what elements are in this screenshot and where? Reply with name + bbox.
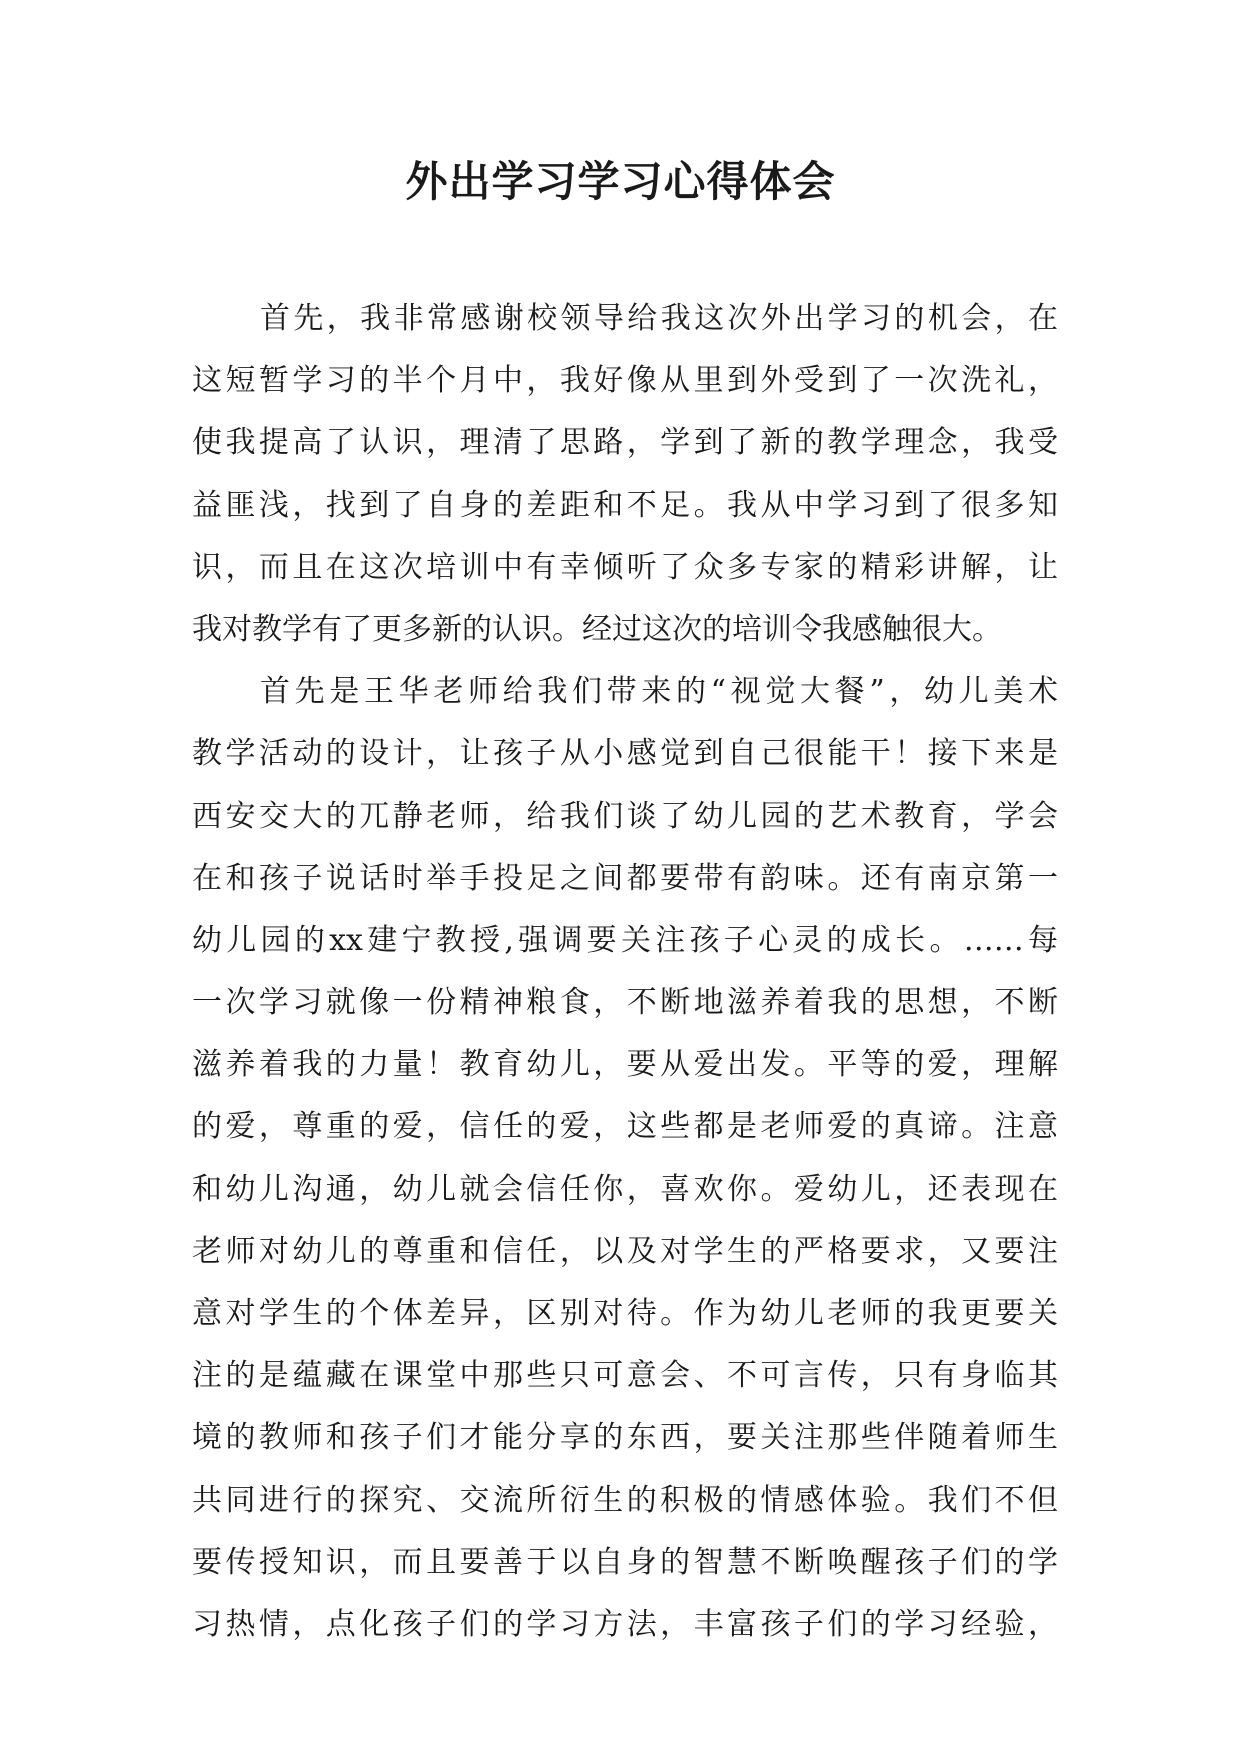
paragraph-2-line-6: 一次学习就像一份精神粮食，不断地滋养着我的思想，不断 [192, 985, 1058, 1021]
paragraph-1-line-4: 益匪浅，找到了自身的差距和不足。我从中学习到了很多知 [192, 487, 1058, 523]
paragraph-2-line-11: 意对学生的个体差异，区别对待。作为幼儿老师的我更要关 [192, 1296, 1058, 1331]
paragraph-1-line-5: 识，而且在这次培训中有幸倾听了众多专家的精彩讲解，让 [192, 549, 1058, 585]
paragraph-2-line-3: 西安交大的兀静老师，给我们谈了幼儿园的艺术教育，学会 [192, 798, 1058, 834]
paragraph-2-line-2: 教学活动的设计，让孩子从小感觉到自己很能干！接下来是 [192, 736, 1058, 772]
paragraph-1-line-6: 我对教学有了更多新的认识。经过这次的培训令我感触很大。 [192, 611, 1002, 647]
paragraph-2-line-13: 境的教师和孩子们才能分享的东西，要关注那些伴随着师生 [192, 1420, 1058, 1456]
paragraph-1-line-2: 这短暂学习的半个月中，我好像从里到外受到了一次洗礼， [192, 363, 1058, 399]
document-body [192, 288, 1058, 1656]
paragraph-2-line-14: 共同进行的探究、交流所衍生的积极的情感体验。我们不但 [192, 1482, 1058, 1518]
paragraph-1-line-1: 首先，我非常感谢校领导给我这次外出学习的机会，在 [260, 301, 1058, 336]
paragraph-2-line-7: 滋养着我的力量！教育幼儿，要从爱出发。平等的爱，理解 [192, 1047, 1058, 1083]
document-title: 外出学习学习心得体会 [405, 157, 836, 206]
paragraph-2-line-1: 首先是王华老师给我们带来的“视觉大餐”，幼儿美术 [260, 674, 1058, 710]
paragraph-2-line-16: 习热情，点化孩子们的学习方法，丰富孩子们的学习经验， [192, 1606, 1058, 1642]
paragraph-2-line-15: 要传授知识，而且要善于以自身的智慧不断唤醒孩子们的学 [192, 1544, 1058, 1580]
paragraph-2-line-10: 老师对幼儿的尊重和信任，以及对学生的严格要求，又要注 [192, 1233, 1058, 1269]
paragraph-2-line-12: 注的是蕴藏在课堂中那些只可意会、不可言传，只有身临其 [192, 1358, 1058, 1394]
paragraph-2-line-9: 和幼儿沟通，幼儿就会信任你，喜欢你。爱幼儿，还表现在 [192, 1171, 1058, 1207]
paragraph-2-line-4: 在和孩子说话时举手投足之间都要带有韵味。还有南京第一 [192, 860, 1058, 896]
paragraph-2-line-8: 的爱，尊重的爱，信任的爱，这些都是老师爱的真谛。注意 [192, 1109, 1058, 1145]
paragraph-1-line-3: 使我提高了认识，理清了思路，学到了新的教学理念，我受 [192, 425, 1058, 461]
paragraph-2-line-5: 幼儿园的xx建宁教授,强调要关注孩子心灵的成长。……每 [192, 922, 1058, 958]
